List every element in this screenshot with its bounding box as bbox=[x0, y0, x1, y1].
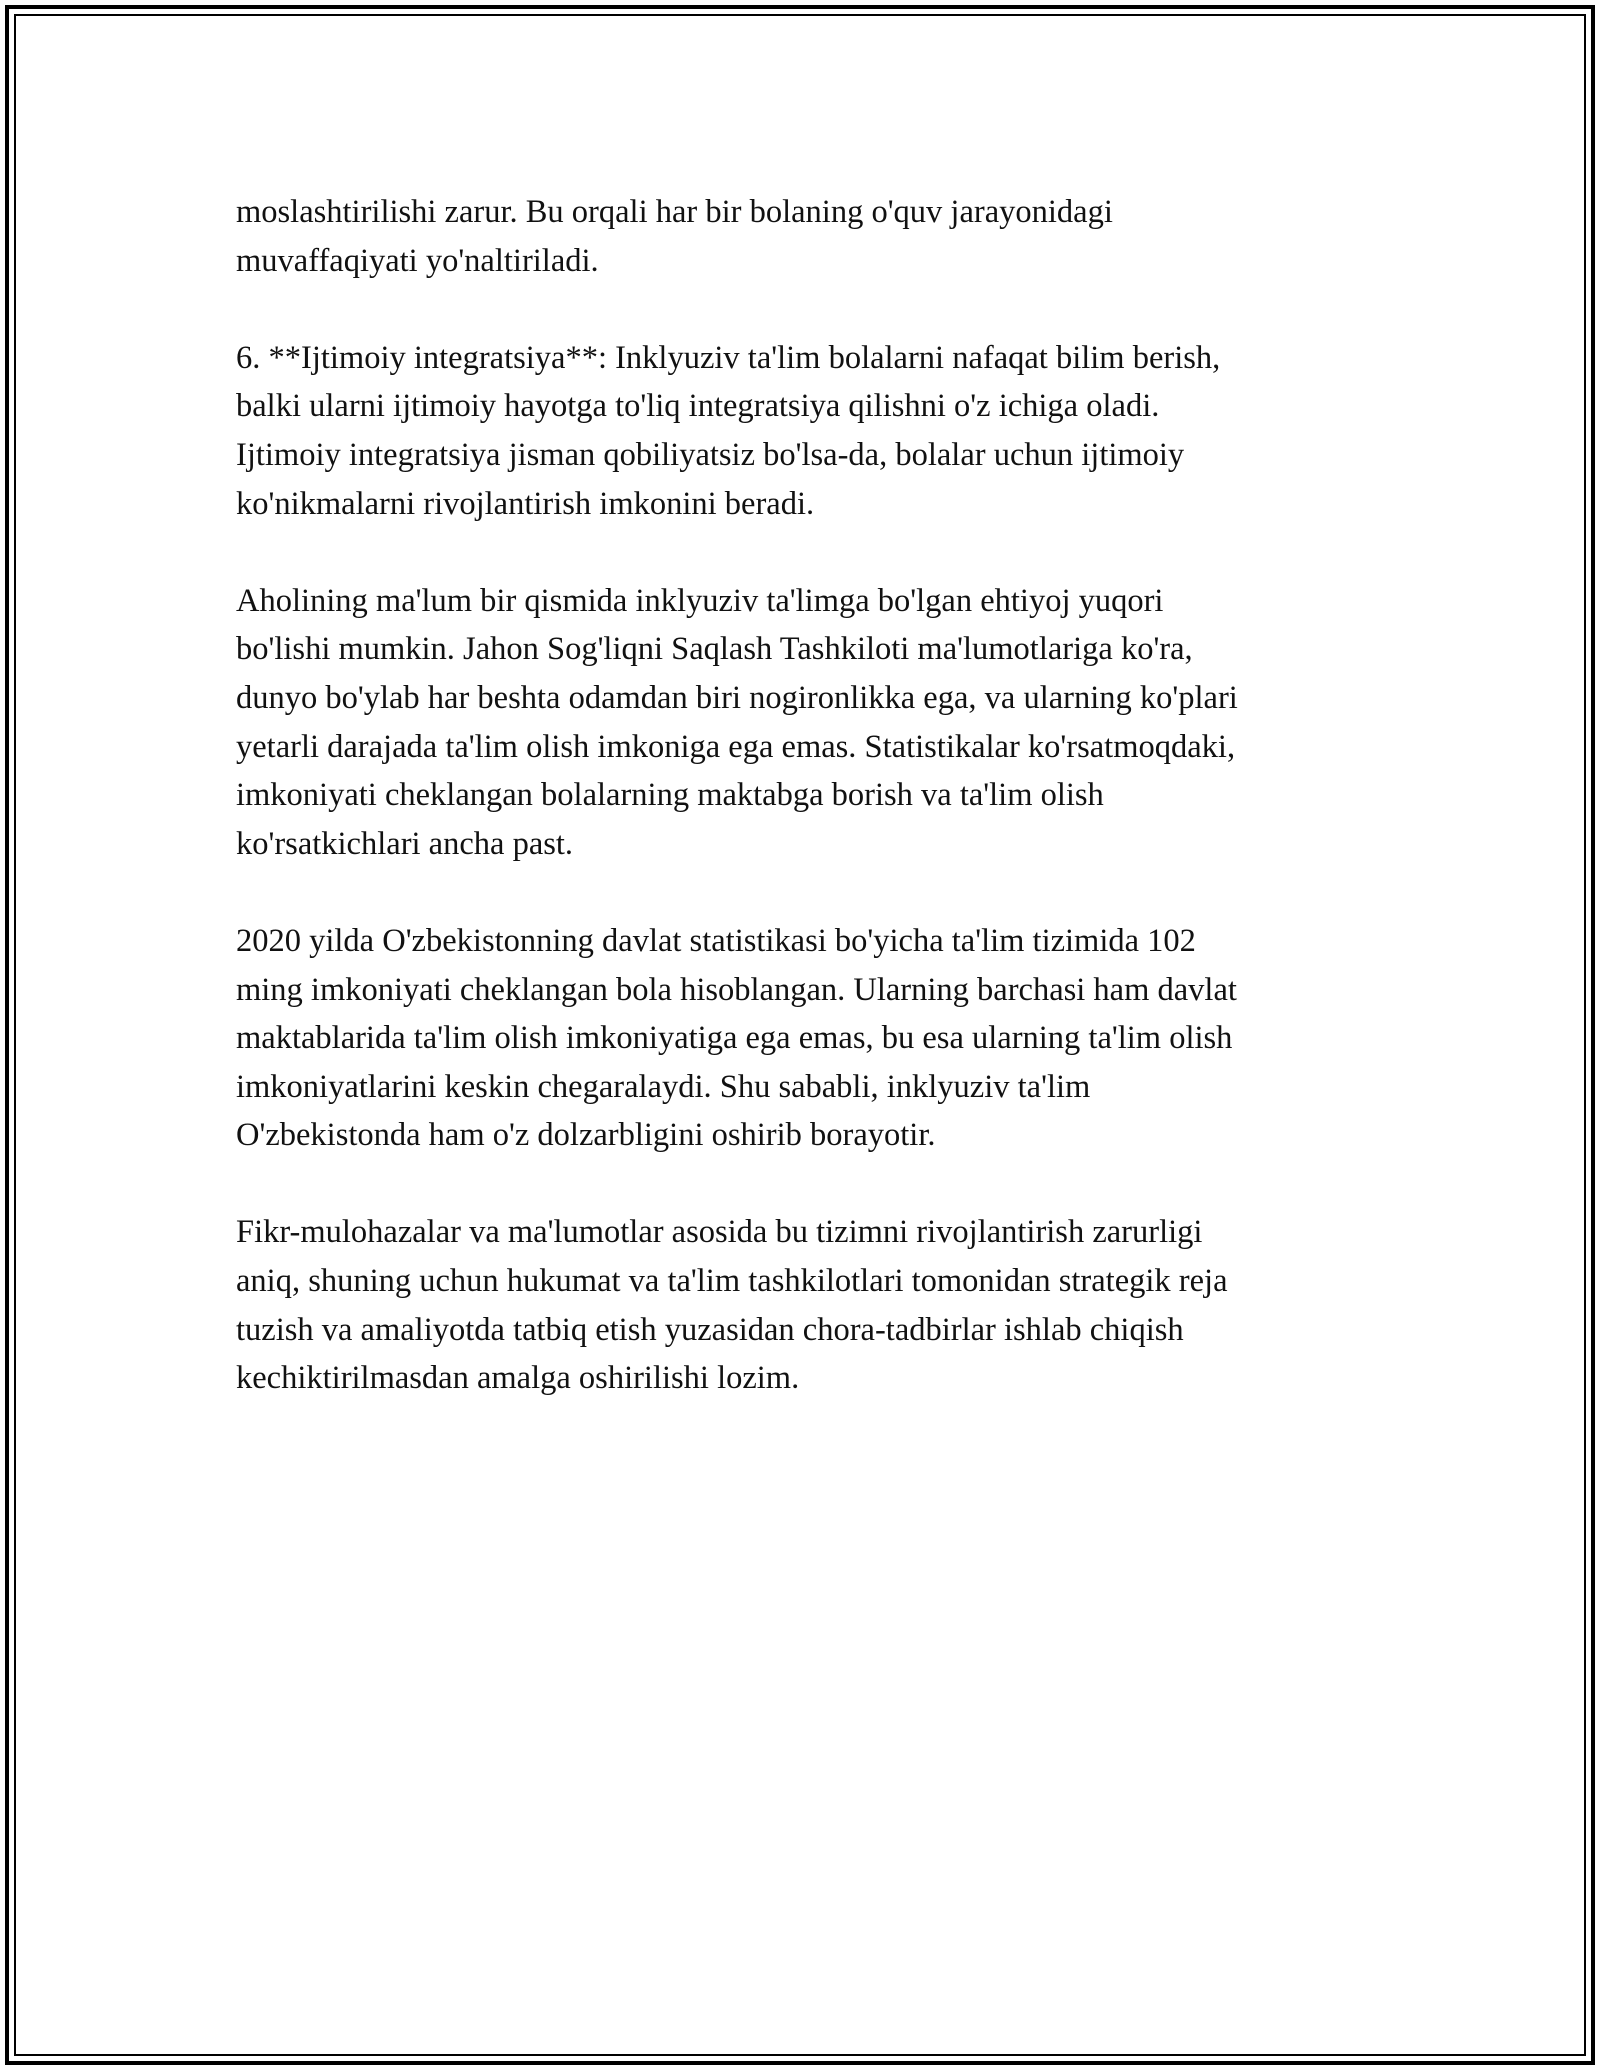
paragraph-uzbekistan-statistics: 2020 yilda O'zbekistonning davlat statistikasi bo'yicha ta'lim tizimida 102 ming imkoniyati cheklangan bola hisoblangan. Ularning barchasi ham davlat maktablarida ta'lim olish imkoniyatiga ega emas, bu esa ularning ta'lim olish imkoniyatlarini keskin chegaralaydi. Shu sababli, inklyuziv ta'lim O'zbekistonda ham o'z dolzarbligini oshirib borayotir. bbox=[236, 922, 1237, 1154]
document-body bbox=[236, 188, 1376, 1451]
paragraph-continuation: moslashtirilishi zarur. Bu orqali har bir bolaning o'quv jarayonidagi muvaffaqiyati yo'naltiriladi. bbox=[236, 194, 1113, 279]
paragraph-conclusion: Fikr-mulohazalar va ma'lumotlar asosida bu tizimni rivojlantirish zarurligi aniq, shuning uchun hukumat va ta'lim tashkilotlari tomonidan strategik reja tuzish va amaliyotda tatbiq etish yuzasidan chora-tadbirlar ishlab chiqish kechiktirilmasdan amalga oshirilishi lozim. bbox=[236, 1214, 1228, 1397]
paragraph-social-integration: 6. **Ijtimoiy integratsiya**: Inklyuziv ta'lim bolalarni nafaqat bilim berish, balki ularni ijtimoiy hayotga to'liq integratsiya qilishni o'z ichiga oladi. Ijtimoiy integratsiya jisman qobiliyatsiz bo'lsa-da, bolalar uchun ijtimoiy ko'nikmalarni rivojlantirish imkonini beradi. bbox=[236, 339, 1221, 522]
paragraph-population-need: Aholining ma'lum bir qismida inklyuziv ta'limga bo'lgan ehtiyoj yuqori bo'lishi mumkin. Jahon Sog'liqni Saqlash Tashkiloti ma'lumotlariga ko'ra, dunyo bo'ylab har beshta odamdan biri nogironlikka ega, va ularning ko'plari yetarli darajada ta'lim olish imkoniga ega emas. Statistikalar ko'rsatmoqdaki, imkoniyati cheklangan bolalarning maktabga borish va ta'lim olish ko'rsatkichlari ancha past. bbox=[236, 582, 1238, 862]
